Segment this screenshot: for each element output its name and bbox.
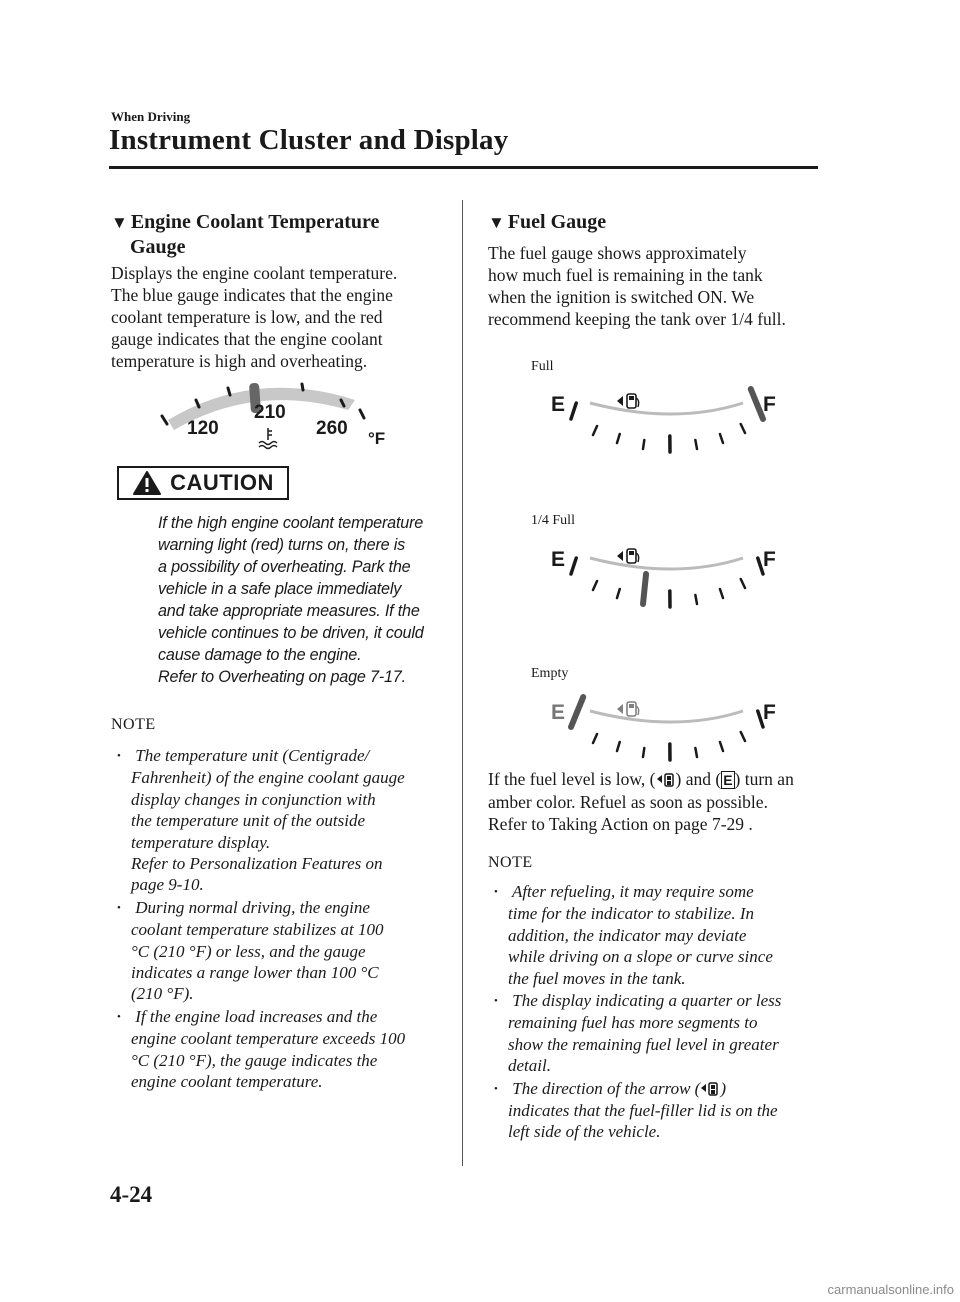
gauge-tick [695,748,697,757]
fuel-gauge-label-full: Full [531,359,554,374]
empty-letter: E [551,548,566,571]
fuel-pump-icon [617,394,639,408]
fuel-gauge-full [545,385,785,465]
fuel-gauge-label-empty: Empty [531,666,569,681]
gauge-tick [643,748,644,757]
fuel-heading: ▼ Fuel Gauge [488,211,607,233]
gauge-tick [617,434,620,443]
coolant-gauge-illustration [150,378,400,458]
gauge-unit: °F [368,429,386,448]
fuel-gauge-empty [545,693,785,773]
full-letter: F [763,393,776,416]
fuel-gauge-quarter [545,540,785,620]
list-item: • The direction of the arrow ( ) indicates that the fuel-filler lid is on the left side of the vehicle. [488,1078,833,1143]
gauge-tick [593,734,597,743]
list-item: • The temperature unit (Centigrade/ Fahrenheit) of the engine coolant gauge display changes in conjunction with the temperature unit of the outside temperature display. Refer to Personalization Features on page 9-10. [111,745,456,896]
coolant-temperature-icon [259,428,277,449]
coolant-note-label: NOTE [111,716,156,733]
low-fuel-text: If the fuel level is low, ( ) and ( E ) turn an amber color. Refuel as soon as possible. Refer to Taking Action on page 7-29 . [488,769,794,834]
fuel-pump-icon [656,771,676,788]
gauge-arc [590,403,743,414]
fuel-pump-window [629,704,634,708]
gauge-tick [593,581,597,590]
fuel-pump-icon [617,702,639,716]
list-item: • If the engine load increases and the engine coolant temperature exceeds 100 °C (210 °F), the gauge indicates the engine coolant temperature. [111,1006,456,1093]
e-letter-badge: E [723,772,733,788]
fuel-arrow-icon [617,551,623,561]
watermark: carmanualsonline.info [827,1282,954,1297]
gauge-tick [720,742,723,751]
full-letter: F [763,548,776,571]
gauge-tick [643,440,644,449]
empty-letter: E [551,393,566,416]
gauge-tick [571,403,576,419]
fuel-pump-window [629,551,634,555]
gauge-tick [617,742,620,751]
caution-box [117,466,289,500]
gauge-tick [741,732,745,741]
fuel-pump-icon [700,1080,720,1097]
gauge-tick [720,434,723,443]
gauge-tick [695,440,697,449]
empty-letter: E [551,701,566,724]
page-number: 4-24 [110,1182,153,1207]
fuel-arrow-icon [617,396,623,406]
gauge-tick [695,595,697,604]
full-letter: F [763,701,776,724]
gauge-tick [741,424,745,433]
list-item: • During normal driving, the engine coolant temperature stabilizes at 100 °C (210 °F) or less, and the gauge indicates a range lower than 100 °C (210 °F). [111,897,456,1005]
triangle-marker-icon: ▼ [488,213,505,232]
gauge-tick [720,589,723,598]
section-label: When Driving [111,109,191,124]
caution-title: CAUTION [170,470,274,495]
gauge-tick [617,589,620,598]
list-item: • After refueling, it may require some time for the indicator to stabilize. In addition, the indicator may deviate while driving on a slope or curve since the fuel moves in the tank. [488,881,833,989]
gauge-tick [571,558,576,574]
coolant-heading: ▼ Engine Coolant Temperature Gauge [111,211,380,258]
gauge-tick [593,426,597,435]
fuel-needle [643,574,646,604]
page-title: Instrument Cluster and Display [109,124,509,156]
gauge-label-mid: 210 [254,402,286,423]
warning-triangle-icon [132,470,162,496]
triangle-marker-icon: ▼ [111,213,128,232]
fuel-description: The fuel gauge shows approximately how much fuel is remaining in the tank when the ignition is switched ON. We recommend keeping the tank over 1/4 full. [488,243,786,329]
fuel-needle [751,389,763,419]
gauge-label-low: 120 [187,418,219,439]
fuel-needle [571,697,583,727]
title-rule [109,166,818,169]
list-item: • The display indicating a quarter or less remaining fuel has more segments to show the remaining fuel level in greater detail. [488,990,833,1077]
coolant-note-list [111,745,456,1094]
fuel-gauge-label-quarter: 1/4 Full [531,513,575,528]
gauge-label-high: 260 [316,418,348,439]
gauge-arc [590,558,743,569]
fuel-note-label: NOTE [488,854,533,871]
column-divider [462,200,463,1166]
fuel-pump-window [629,396,634,400]
coolant-description: Displays the engine coolant temperature. The blue gauge indicates that the engine coolant temperature is low, and the red gauge indicates that the engine coolant temperature is high and overheating. [111,263,398,371]
fuel-note-list [488,881,833,1144]
gauge-arc [590,711,743,722]
fuel-arrow-icon [617,704,623,714]
caution-text: If the high engine coolant temperature warning light (red) turns on, there is a possibility of overheating. Park the vehicle in a safe place immediately and take appropriate measures. If the vehicle continues to be driven, it could cause damage to the engine. Refer to Overheating on page 7-17. [158,514,424,686]
fuel-pump-icon [617,549,639,563]
gauge-tick [741,579,745,588]
